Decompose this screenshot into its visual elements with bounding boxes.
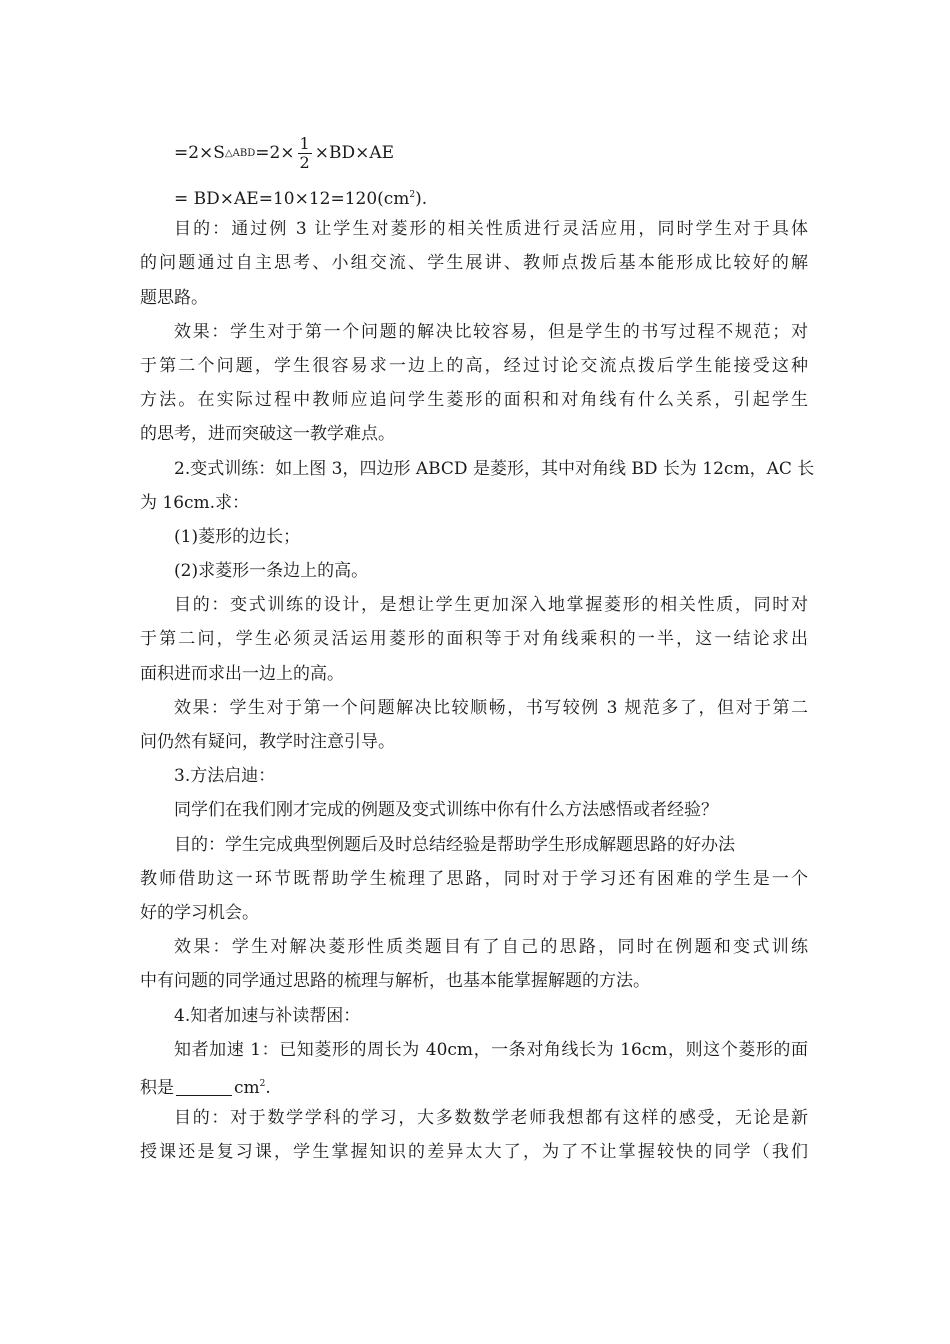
unit-text: cm [234, 1077, 260, 1098]
paragraph-line: 好的学习机会。 [140, 902, 259, 923]
unit-superscript: 2 [259, 1078, 266, 1089]
paragraph-line: 效果：学生对于第一个问题解决比较顺畅，书写较例 3 规范多了，但对于第二 [174, 697, 808, 718]
formula-text: =2× [255, 143, 295, 163]
paragraph-line: 效果：学生对于第一个问题的解决比较容易，但是学生的书写过程不规范；对 [174, 321, 808, 342]
paragraph-line: 的问题通过自主思考、小组交流、学生展讲、教师点拨后基本能形成比较好的解 [140, 253, 808, 274]
formula-text: ). [415, 189, 428, 209]
paragraph-line: 目的：变式训练的设计，是想让学生更加深入地掌握菱形的相关性质，同时对 [174, 595, 808, 616]
formula-line-2 [140, 178, 808, 212]
paragraph-line: 2.变式训练：如上图 3，四边形 ABCD 是菱形，其中对角线 BD 长为 12cm，AC 长 [174, 458, 815, 479]
paragraph-text: 积是 [140, 1077, 174, 1098]
answer-blank [176, 1075, 232, 1096]
paragraph-text: . [265, 1077, 271, 1098]
paragraph-line-with-blank [140, 1067, 808, 1101]
formula-line-1 [140, 128, 808, 178]
question-item: (2)求菱形一条边上的高。 [174, 561, 369, 582]
paragraph-line: 中有问题的同学通过思路的梳理与解析，也基本能掌握解题的方法。 [140, 971, 650, 992]
paragraph-line: 题思路。 [140, 287, 208, 308]
paragraph-line: 问仍然有疑问，教学时注意引导。 [140, 732, 395, 752]
formula-subscript: △ABD [224, 147, 256, 159]
paragraph-line: 授课还是复习课，学生掌握知识的差异太大了，为了不让掌握较快的同学（我们 [140, 1142, 808, 1163]
section-heading: 3.方法启迪： [174, 766, 276, 787]
fraction-denominator: 2 [299, 152, 310, 172]
paragraph-line: 同学们在我们刚才完成的例题及变式训练中你有什么方法感悟或者经验？ [174, 800, 718, 821]
document-page [140, 128, 815, 1169]
formula-text: =2×S [174, 143, 225, 163]
paragraph-line: 的思考，进而突破这一教学难点。 [140, 424, 395, 445]
paragraph-line: 教师借助这一环节既帮助学生梳理了思路，同时对于学习还有困难的学生是一个 [140, 868, 808, 889]
section-heading: 4.知者加速与补读帮困： [174, 1005, 361, 1026]
paragraph-line: 目的：学生完成典型例题后及时总结经验是帮助学生形成解题思路的好办法 [174, 834, 735, 855]
paragraph-line: 于第二个问题，学生很容易求一边上的高，经过讨论交流点拨后学生能接受这种 [140, 355, 808, 376]
fraction [298, 135, 312, 172]
formula-text: = BD×AE=10×12=120(cm [174, 189, 410, 209]
paragraph-line: 为 16cm.求： [140, 492, 250, 513]
paragraph-line: 方法。在实际过程中教师应追问学生菱形的面积和对角线有什么关系，引起学生 [140, 390, 808, 411]
paragraph-line: 知者加速 1：已知菱形的周长为 40cm，一条对角线长为 16cm，则这个菱形的面 [174, 1039, 808, 1060]
paragraph-line: 面积进而求出一边上的高。 [140, 663, 344, 684]
question-item: (1)菱形的边长； [174, 526, 301, 547]
paragraph-line: 效果：学生对解决菱形性质类题目有了自己的思路，同时在例题和变式训练 [174, 937, 808, 958]
paragraph-line: 目的：通过例 3 让学生对菱形的相关性质进行灵活应用，同时学生对于具体 [174, 219, 808, 240]
paragraph-line: 于第二问，学生必须灵活运用菱形的面积等于对角线乘积的一半，这一结论求出 [140, 629, 808, 650]
formula-superscript: 2 [409, 190, 416, 200]
formula-text: ×BD×AE [314, 143, 395, 163]
paragraph-line: 目的：对于数学学科的学习，大多数数学老师我想都有这样的感受，无论是新 [174, 1108, 808, 1129]
fraction-numerator: 1 [299, 133, 310, 153]
